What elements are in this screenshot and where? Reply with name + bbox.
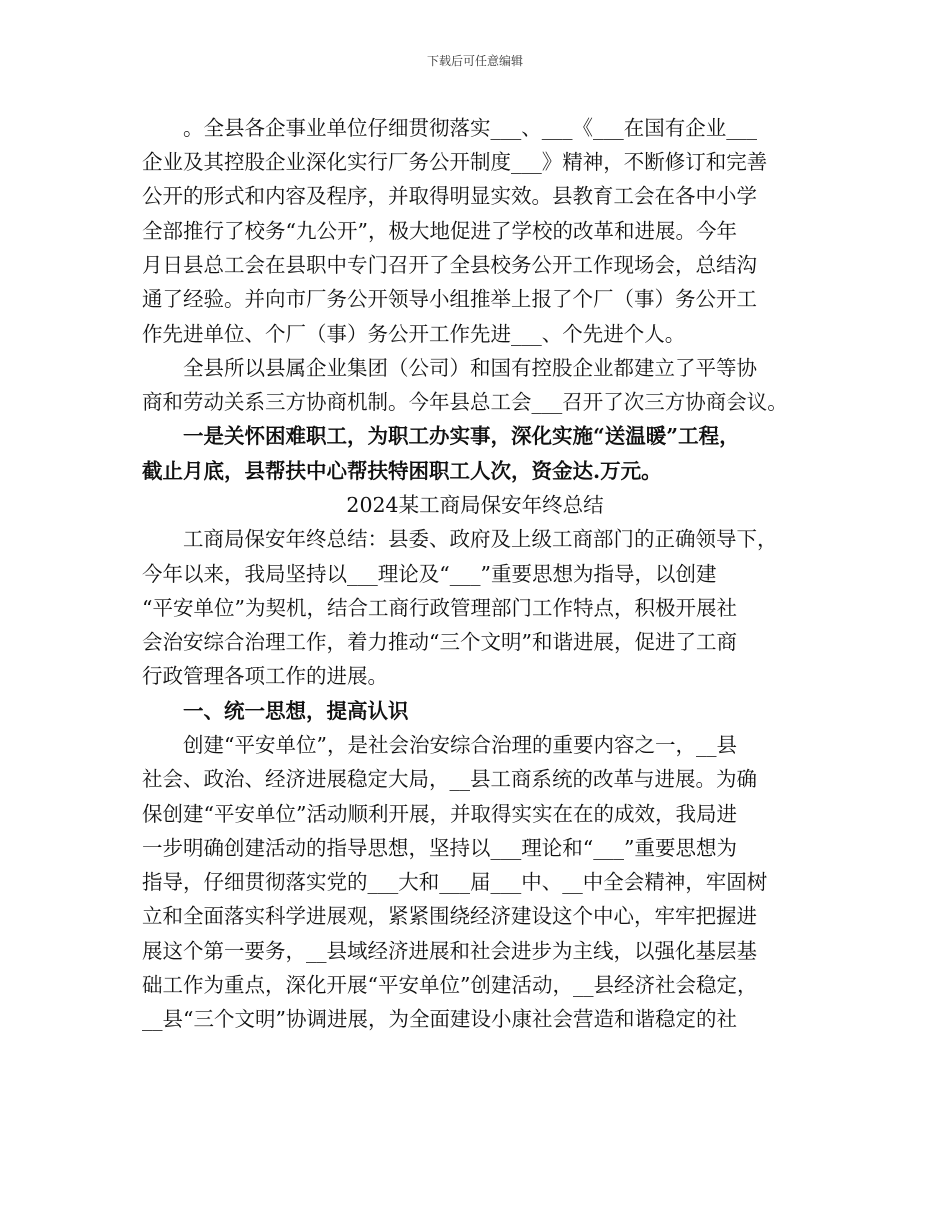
body-line: 工商局保安年终总结：县委、政府及上级工商部门的正确领导下， xyxy=(142,527,778,551)
body-line: 社会、政治、经济进展稳定大局，__县工商系统的改革与进展。为确 xyxy=(142,767,757,791)
section-heading: 一、统一思想，提高认识 xyxy=(142,699,409,723)
page-header: 下载后可任意编辑 xyxy=(426,54,523,68)
body-line: 今年以来，我局坚持以___理论及“___”重要思想为指导，以创建 xyxy=(142,562,717,586)
document-title: 2024某工商局保安年终总结 xyxy=(346,493,604,517)
body-line: 立和全面落实科学进展观，紧紧围绕经济建设这个中心，牢牢把握进 xyxy=(142,904,757,928)
body-line: 指导，仔细贯彻落实党的___大和___届___中、__中全会精神，牢固树 xyxy=(142,870,768,894)
body-line: 公开的形式和内容及程序，并取得明显实效。县教育工会在各中小学 xyxy=(142,184,757,208)
body-line: __县“三个文明”协调进展，为全面建设小康社会营造和谐稳定的社 xyxy=(142,1007,737,1031)
body-line: 企业及其控股企业深化实行厂务公开制度___》精神，不断修订和完善 xyxy=(142,150,768,174)
body-line: 创建“平安单位”，是社会治安综合治理的重要内容之一，__县 xyxy=(142,733,737,757)
body-line: 础工作为重点，深化开展“平安单位”创建活动，__县经济社会稳定， xyxy=(142,973,758,997)
body-line: 展这个第一要务，__县域经济进展和社会进步为主线，以强化基层基 xyxy=(142,939,757,963)
body-line: 通了经验。并向市厂务公开领导小组推举上报了个厂（事）务公开工 xyxy=(142,287,757,311)
body-line: 商和劳动关系三方协商机制。今年县总工会___召开了次三方协商会议。 xyxy=(142,390,788,414)
body-line: 行政管理各项工作的进展。 xyxy=(142,664,388,688)
body-line: 月日县总工会在县职中专门召开了全县校务公开工作现场会，总结沟 xyxy=(142,253,757,277)
bold-line: 一是关怀困难职工，为职工办实事，深化实施“送温暖”工程， xyxy=(142,424,740,448)
body-line: 作先进单位、个厂（事）务公开工作先进___、个先进个人。 xyxy=(142,322,686,346)
body-line: 一步明确创建活动的指导思想，坚持以___理论和“___”重要思想为 xyxy=(142,836,737,860)
body-line: 会治安综合治理工作，着力推动“三个文明”和谐进展，促进了工商 xyxy=(142,630,737,654)
body-line: 保创建“平安单位”活动顺利开展，并取得实实在在的成效，我局进 xyxy=(142,802,737,826)
body-line: “平安单位”为契机，结合工商行政管理部门工作特点，积极开展社 xyxy=(142,596,737,620)
body-line: 。全县各企事业单位仔细贯彻落实___、___《___在国有企业___ xyxy=(142,116,757,140)
body-line: 全县所以县属企业集团（公司）和国有控股企业都建立了平等协 xyxy=(142,356,757,380)
bold-line: 截止月底，县帮扶中心帮扶特困职工人次，资金达.万元。 xyxy=(142,459,662,483)
body-line: 全部推行了校务“九公开”，极大地促进了学校的改革和进展。今年 xyxy=(142,219,737,243)
